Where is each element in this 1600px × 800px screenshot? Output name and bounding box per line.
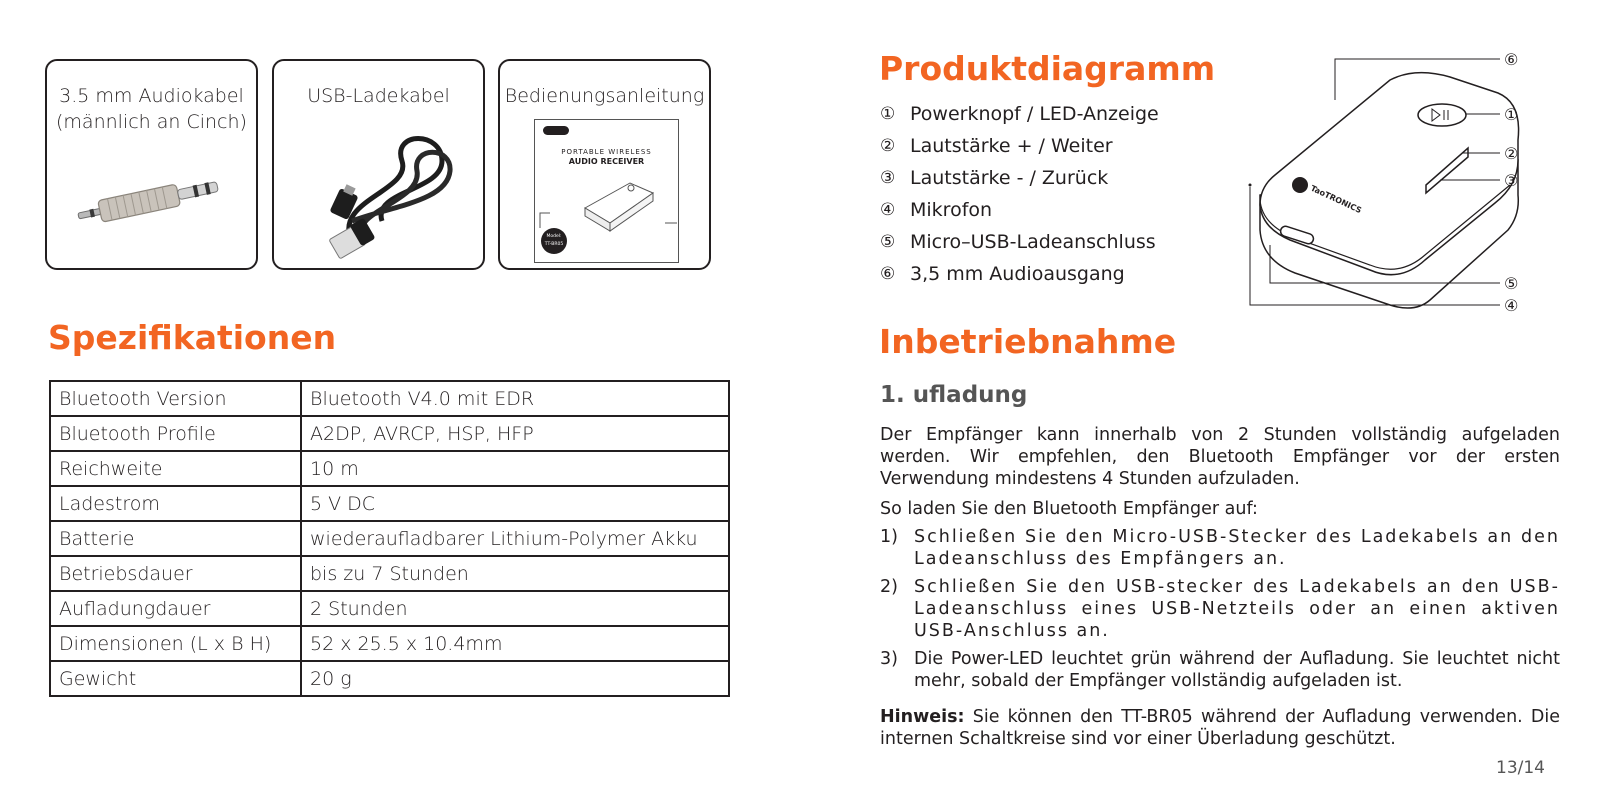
setup-steps: [880, 526, 1560, 698]
spec-value: 52 x 25.5 x 10.4mm: [301, 626, 729, 661]
spec-key: Betriebsdauer: [50, 556, 301, 591]
diagram-item-number: ①: [880, 104, 896, 124]
diagram-item-label: Lautstärke + / Weiter: [910, 135, 1113, 157]
spec-row: [50, 451, 729, 486]
setup-subtitle: 1. ufladung: [880, 382, 1028, 408]
step-text: Die Power-LED leuchtet grün während der Aufladung. Sie leuchtet nicht mehr, sobald der Empfänger vollständig aufgeladen ist.: [914, 649, 1560, 691]
callout-3: ③: [1504, 171, 1519, 190]
diagram-item-label: 3,5 mm Audioausgang: [910, 263, 1125, 285]
spec-key: Ladestrom: [50, 486, 301, 521]
spec-value: 20 g: [301, 661, 729, 696]
diagram-item-label: Lautstärke - / Zurück: [910, 167, 1109, 189]
step-text: Schließen Sie den Micro-USB-Stecker des Ladekabels an den Ladeanschluss des Empfängers an.: [914, 527, 1560, 569]
callout-4: ④: [1504, 296, 1519, 315]
page-number: 13/14: [1496, 758, 1545, 778]
product-diagram: [1240, 45, 1580, 325]
manual-line1: PORTABLE WIRELESS: [561, 148, 652, 156]
spec-key: Gewicht: [50, 661, 301, 696]
spec-row: [50, 416, 729, 451]
diagram-item: [880, 194, 1159, 226]
diagram-item: [880, 162, 1159, 194]
manual-line2: AUDIO RECEIVER: [568, 157, 645, 166]
setup-lead: So laden Sie den Bluetooth Empfänger auf:: [880, 499, 1258, 519]
spec-table: [49, 380, 730, 697]
spec-key: Batterie: [50, 521, 301, 556]
device-brand: TaoTRONICS: [1309, 183, 1363, 216]
diagram-item: [880, 98, 1159, 130]
setup-step: [880, 648, 1560, 692]
diagram-item-number: ②: [880, 136, 896, 156]
step-number: 1): [880, 527, 898, 547]
callout-1: ①: [1504, 105, 1519, 124]
audio-cable-image: [69, 161, 239, 241]
manual-model: TT-BR05: [544, 242, 564, 247]
setup-note: [880, 706, 1560, 750]
diagram-item-label: Mikrofon: [910, 199, 993, 221]
diagram-item: [880, 258, 1159, 290]
diagram-item-label: Micro–USB-Ladeanschluss: [910, 231, 1156, 253]
step-text: Schließen Sie den USB-stecker des Ladekabels an den USB-Ladeanschluss eines USB-Netzteils oder an einen aktiven USB-Anschluss an.: [914, 577, 1560, 641]
spec-value: 10 m: [301, 451, 729, 486]
note-text: Sie können den TT-BR05 während der Aufladung verwenden. Die internen Schaltkreise sind vor einer Überladung geschützt.: [880, 707, 1560, 749]
callout-2: ②: [1504, 144, 1519, 163]
spec-row: [50, 661, 729, 696]
usb-cable-image: [292, 121, 472, 261]
spec-row: [50, 591, 729, 626]
step-number: 3): [880, 649, 898, 669]
spec-key: Reichweite: [50, 451, 301, 486]
diagram-item-number: ③: [880, 168, 896, 188]
spec-value: Bluetooth V4.0 mit EDR: [301, 381, 729, 416]
setup-step: [880, 526, 1560, 570]
manual-model-badge: [541, 228, 567, 254]
manual-image: [534, 119, 679, 263]
spec-row: [50, 381, 729, 416]
package-label: 3.5 mm Audiokabel (männlich an Cinch): [56, 85, 247, 133]
spec-row: [50, 486, 729, 521]
note-label: Hinweis:: [880, 707, 965, 727]
spec-key: Dimensionen (L x B H): [50, 626, 301, 661]
package-item-usb-cable: [272, 59, 485, 270]
package-item-audio-cable: [45, 59, 258, 270]
diagram-title: Produktdiagramm: [879, 49, 1216, 88]
diagram-item-number: ⑤: [880, 232, 896, 252]
package-label: USB-Ladekabel: [307, 85, 450, 107]
diagram-item-number: ⑥: [880, 264, 896, 284]
manual-brand-logo: [543, 126, 569, 135]
setup-intro: Der Empfänger kann innerhalb von 2 Stunden vollständig aufgeladen werden. Wir empfehlen, den Bluetooth Empfänger vor der ersten Verwendung mindestens 4 Stunden aufzuladen.: [880, 425, 1560, 489]
spec-value: 2 Stunden: [301, 591, 729, 626]
diagram-item: [880, 226, 1159, 258]
package-label: Bedienungsanleitung: [504, 85, 705, 107]
diagram-item-label: Powerknopf / LED-Anzeige: [910, 103, 1159, 125]
spec-value: wiederaufladbarer Lithium-Polymer Akku: [301, 521, 729, 556]
diagram-legend: [880, 98, 1159, 290]
callout-5: ⑤: [1504, 274, 1519, 293]
callout-6: ⑥: [1504, 50, 1519, 69]
spec-value: A2DP, AVRCP, HSP, HFP: [301, 416, 729, 451]
spec-row: [50, 556, 729, 591]
manual-model-label: Model:: [546, 234, 562, 239]
diagram-item: [880, 130, 1159, 162]
package-item-manual: [498, 59, 711, 270]
spec-value: 5 V DC: [301, 486, 729, 521]
spec-row: [50, 521, 729, 556]
spec-row: [50, 626, 729, 661]
spec-title: Spezifikationen: [48, 318, 337, 357]
diagram-item-number: ④: [880, 200, 896, 220]
spec-key: Bluetooth Version: [50, 381, 301, 416]
setup-step: [880, 576, 1560, 642]
spec-key: Aufladungdauer: [50, 591, 301, 626]
setup-title: Inbetriebnahme: [879, 322, 1177, 361]
spec-key: Bluetooth Profile: [50, 416, 301, 451]
spec-value: bis zu 7 Stunden: [301, 556, 729, 591]
step-number: 2): [880, 577, 898, 597]
